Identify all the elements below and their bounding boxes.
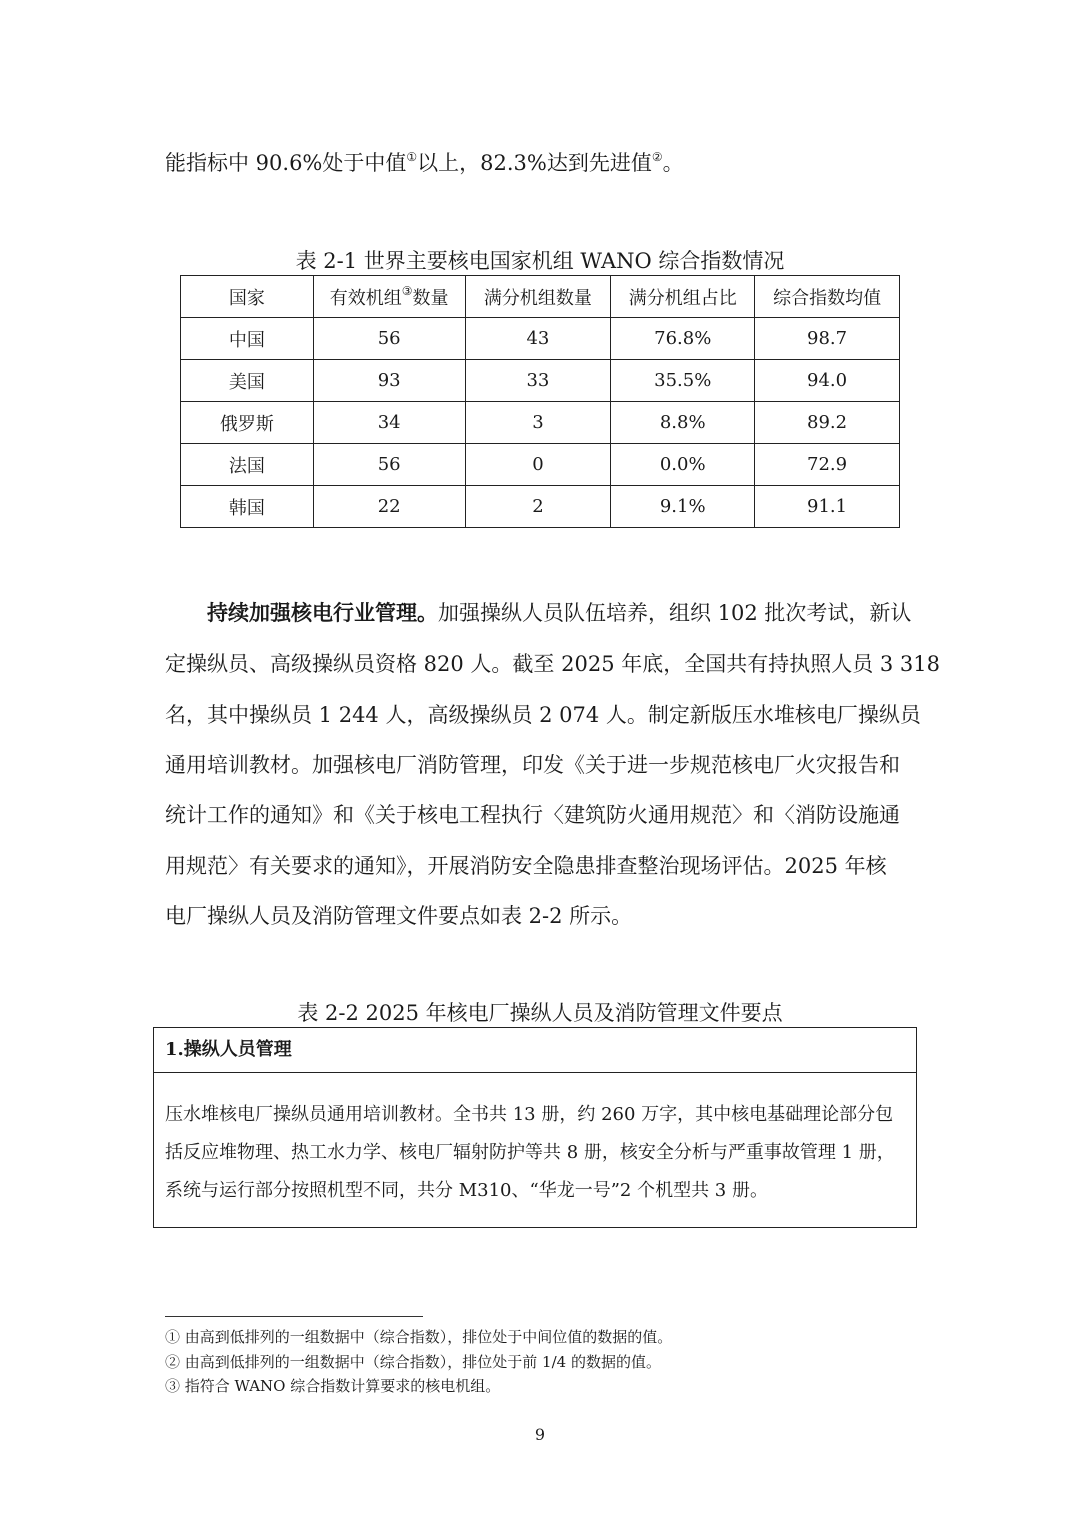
table-row <box>181 486 900 528</box>
header-avg-index: 综合指数均值 <box>755 276 900 318</box>
section-body-line: 系统与运行部分按照机型不同，共分 M310、“华龙一号”2 个机型共 3 册。 <box>165 1180 768 1201</box>
paragraph-line-4: 通用培训教材。加强核电厂消防管理，印发《关于进一步规范核电厂火灾报告和 <box>165 753 900 777</box>
footnote-ref-2: ② <box>651 150 663 164</box>
paragraph-line-1 <box>207 598 911 628</box>
cell-full-units: 0 <box>465 444 611 486</box>
table-header-row <box>181 276 900 318</box>
intro-line <box>165 148 684 178</box>
table1-caption: 表 2-1 世界主要核电国家机组 WANO 综合指数情况 <box>295 249 785 273</box>
section-body-line: 压水堆核电厂操纵员通用培训教材。全书共 13 册，约 260 万字，其中核电基础理论部分包 <box>165 1104 894 1125</box>
paragraph-line-7: 电厂操纵人员及消防管理文件要点如表 2-2 所示。 <box>165 904 633 928</box>
cell-full-units: 43 <box>465 318 611 360</box>
paragraph-line-1-rest: 加强操纵人员队伍培养，组织 102 批次考试，新认 <box>438 601 912 625</box>
footnote-divider <box>165 1316 423 1317</box>
paragraph-line-3: 名，其中操纵员 1 244 人，高级操纵员 2 074 人。制定新版压水堆核电厂操纵员 <box>165 703 921 727</box>
paragraph-line-5: 统计工作的通知》和《关于核电工程执行〈建筑防火通用规范〉和〈消防设施通 <box>165 803 900 827</box>
cell-avg: 94.0 <box>755 360 900 402</box>
footnote-ref-1: ① <box>406 150 418 164</box>
cell-avg: 98.7 <box>755 318 900 360</box>
header-full-ratio: 满分机组占比 <box>611 276 755 318</box>
table-row <box>181 402 900 444</box>
cell-country: 美国 <box>181 360 314 402</box>
cell-avg: 91.1 <box>755 486 900 528</box>
cell-country: 法国 <box>181 444 314 486</box>
cell-country: 中国 <box>181 318 314 360</box>
cell-ratio: 9.1% <box>611 486 755 528</box>
cell-ratio: 8.8% <box>611 402 755 444</box>
table-row <box>181 318 900 360</box>
document-summary-table <box>153 1027 917 1228</box>
cell-full-units: 2 <box>465 486 611 528</box>
cell-ratio: 0.0% <box>611 444 755 486</box>
cell-ratio: 35.5% <box>611 360 755 402</box>
header-effective-units-prefix: 有效机组 <box>329 287 402 309</box>
footnote-3: ③ 指符合 WANO 综合指数计算要求的核电机组。 <box>165 1377 501 1395</box>
cell-units: 56 <box>313 318 465 360</box>
footnote-1: ① 由高到低排列的一组数据中（综合指数），排位处于中间位值的数据的值。 <box>165 1328 673 1346</box>
header-full-units: 满分机组数量 <box>465 276 611 318</box>
cell-units: 34 <box>313 402 465 444</box>
footnote-2: ② 由高到低排列的一组数据中（综合指数），排位处于前 1/4 的数据的值。 <box>165 1353 661 1371</box>
table2-caption: 表 2-2 2025 年核电厂操纵人员及消防管理文件要点 <box>297 1001 783 1025</box>
intro-text-before: 能指标中 90.6%处于中值 <box>165 151 407 175</box>
cell-units: 56 <box>313 444 465 486</box>
footnote-ref-3: ③ <box>401 283 413 298</box>
header-effective-units <box>313 276 465 318</box>
section-title: 1.操纵人员管理 <box>154 1028 916 1073</box>
cell-country: 俄罗斯 <box>181 402 314 444</box>
cell-country: 韩国 <box>181 486 314 528</box>
wano-index-table <box>180 275 900 528</box>
cell-full-units: 33 <box>465 360 611 402</box>
cell-ratio: 76.8% <box>611 318 755 360</box>
paragraph-line-2: 定操纵员、高级操纵员资格 820 人。截至 2025 年底，全国共有持执照人员 3 318 <box>165 652 941 676</box>
section-body-line: 括反应堆物理、热工水力学、核电厂辐射防护等共 8 册，核安全分析与严重事故管理 1 册， <box>165 1142 895 1163</box>
paragraph-line-6: 用规范〉有关要求的通知》，开展消防安全隐患排查整治现场评估。2025 年核 <box>165 854 887 878</box>
header-effective-units-suffix: 数量 <box>412 287 449 309</box>
page-number: 9 <box>534 1425 546 1444</box>
intro-text-after: 。 <box>662 151 684 175</box>
cell-full-units: 3 <box>465 402 611 444</box>
header-country: 国家 <box>181 276 314 318</box>
cell-avg: 89.2 <box>755 402 900 444</box>
cell-avg: 72.9 <box>755 444 900 486</box>
table-row <box>181 360 900 402</box>
intro-text-middle: 以上，82.3%达到先进值 <box>417 151 652 175</box>
cell-units: 93 <box>313 360 465 402</box>
cell-units: 22 <box>313 486 465 528</box>
paragraph-bold-lead: 持续加强核电行业管理。 <box>207 600 438 625</box>
table-row <box>181 444 900 486</box>
section-body <box>154 1073 916 1210</box>
